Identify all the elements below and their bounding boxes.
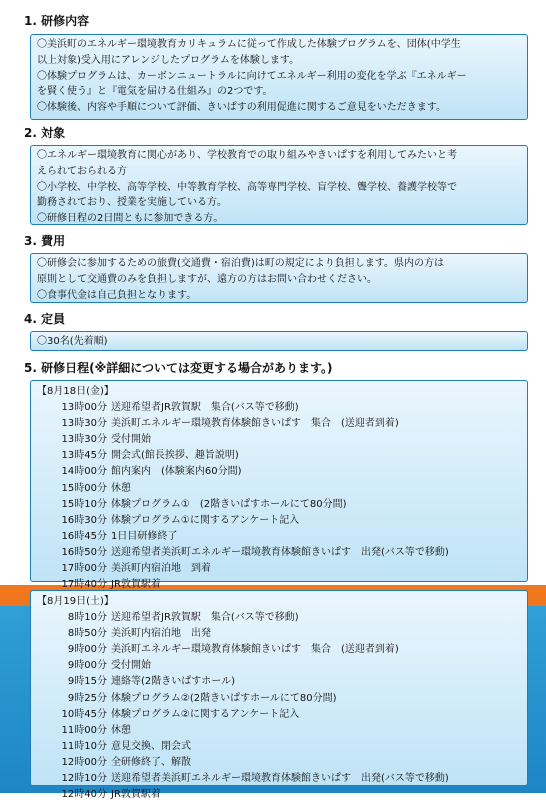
content-line: 〇美浜町のエネルギー環境教育カリキュラムに従って作成した体験プログラムを、団体(中学生 bbox=[37, 39, 461, 50]
section-heading-target: 2. 対象 bbox=[24, 126, 66, 140]
schedule-day-label: 【8月19日(土)】 bbox=[37, 596, 114, 607]
schedule-row bbox=[37, 561, 521, 577]
schedule-time: 16時30分 bbox=[61, 514, 107, 526]
section-heading-schedule: 5. 研修日程(※詳細については変更する場合があります。) bbox=[24, 361, 333, 375]
schedule-row bbox=[37, 642, 521, 658]
schedule-time: 16時50分 bbox=[61, 546, 107, 558]
schedule-desc: 送迎希望者JR敦賀駅 集合(バス等で移動) bbox=[111, 612, 299, 624]
section-box-content bbox=[30, 34, 528, 120]
schedule-desc: 美浜町エネルギー環境教育体験館きいぱす 集合 (送迎者到着) bbox=[111, 644, 399, 656]
cost-line: 原則として交通費のみを負担しますが、遠方の方はお問い合わせください。 bbox=[37, 273, 377, 285]
schedule-row bbox=[37, 739, 521, 755]
content-line: を賢く使う』と『電気を届ける仕組み』の2つです。 bbox=[37, 86, 273, 98]
schedule-desc: 受付開始 bbox=[111, 434, 151, 446]
cost-line: 〇食事代金は自己負担となります。 bbox=[37, 289, 197, 301]
schedule-row bbox=[37, 481, 521, 497]
schedule-desc: 送迎希望者美浜町エネルギー環境教育体験館きいぱす 出発(バス等で移動) bbox=[111, 546, 449, 558]
schedule-time: 16時45分 bbox=[61, 530, 107, 542]
schedule-time: 14時00分 bbox=[61, 466, 107, 478]
cost-line: 〇研修会に参加するための旅費(交通費・宿泊費)は町の規定により負担します。県内の方は bbox=[37, 258, 445, 269]
schedule-desc: 体験プログラム①に関するアンケート記入 bbox=[111, 514, 300, 526]
schedule-time: 15時10分 bbox=[61, 498, 107, 510]
section-box-capacity bbox=[30, 331, 528, 351]
schedule-row bbox=[37, 610, 521, 626]
schedule-row bbox=[37, 529, 521, 545]
schedule-time: 10時45分 bbox=[61, 708, 107, 720]
schedule-time: 12時00分 bbox=[61, 756, 107, 768]
schedule-desc: 受付開始 bbox=[111, 660, 151, 672]
schedule-desc: 体験プログラム②(2階きいぱすホールにて80分間) bbox=[111, 692, 337, 704]
content-line: 以上対象)受入用にアレンジしたプログラムを体験します。 bbox=[37, 54, 300, 66]
schedule-row bbox=[37, 545, 521, 561]
schedule-day-label: 【8月18日(金)】 bbox=[37, 386, 114, 397]
schedule-row bbox=[37, 658, 521, 674]
schedule-desc: 休憩 bbox=[111, 482, 131, 494]
schedule-time: 17時40分 bbox=[61, 579, 107, 591]
schedule-row bbox=[37, 432, 521, 448]
schedule-row bbox=[37, 400, 521, 416]
schedule-row bbox=[37, 464, 521, 480]
schedule-time: 9時15分 bbox=[67, 676, 107, 688]
schedule-row bbox=[37, 626, 521, 642]
schedule-time: 8時50分 bbox=[67, 628, 107, 640]
schedule-desc: 館内案内 (体験案内60分間) bbox=[111, 466, 242, 478]
target-line: 〇エネルギー環境教育に関心があり、学校教育での取り組みやきいぱすを利用してみたいと考 bbox=[37, 150, 457, 161]
schedule-desc: 連絡等(2階きいぱすホール) bbox=[111, 676, 235, 688]
schedule-time: 9時00分 bbox=[67, 644, 107, 656]
schedule-row bbox=[37, 771, 521, 787]
schedule-desc: 休憩 bbox=[111, 724, 131, 736]
capacity-line: 〇30名(先着順) bbox=[37, 336, 108, 347]
section-heading-content: 1. 研修内容 bbox=[24, 14, 90, 28]
schedule-row bbox=[37, 416, 521, 432]
content-line: 〇体験プログラムは、カーボンニュートラルに向けてエネルギー利用の変化を学ぶ『エネルギー bbox=[37, 70, 467, 82]
target-line: 勤務されており、授業を実施している方。 bbox=[37, 197, 227, 209]
content-line: 〇体験後、内容や手順について評価、きいぱすの利用促進に関するご意見をいただきます。 bbox=[37, 102, 446, 114]
schedule-time: 12時40分 bbox=[61, 789, 107, 801]
schedule-desc: 美浜町内宿泊地 出発 bbox=[111, 628, 211, 640]
schedule-row bbox=[37, 755, 521, 771]
section-heading-capacity: 4. 定員 bbox=[24, 312, 66, 326]
schedule-time: 17時00分 bbox=[61, 563, 107, 575]
schedule-time: 13時45分 bbox=[61, 450, 107, 462]
schedule-desc: JR敦賀駅着 bbox=[111, 789, 161, 801]
target-line: えられておられる方 bbox=[37, 165, 127, 177]
schedule-desc: 体験プログラム① (2階きいぱすホールにて80分間) bbox=[111, 498, 347, 510]
schedule-desc: 開会式(館長挨拶、趣旨説明) bbox=[111, 450, 239, 462]
schedule-desc: 全研修終了、解散 bbox=[111, 756, 191, 768]
schedule-time: 12時10分 bbox=[61, 773, 107, 785]
schedule-time: 11時00分 bbox=[61, 724, 107, 736]
schedule-time: 11時10分 bbox=[61, 740, 107, 752]
section-heading-cost: 3. 費用 bbox=[24, 234, 66, 248]
schedule-row bbox=[37, 707, 521, 723]
schedule-row bbox=[37, 448, 521, 464]
schedule-desc: 意見交換、閉会式 bbox=[111, 740, 191, 752]
schedule-row bbox=[37, 691, 521, 707]
schedule-day1-box bbox=[30, 380, 528, 591]
schedule-desc: 美浜町内宿泊地 到着 bbox=[111, 563, 211, 575]
schedule-time: 8時10分 bbox=[67, 612, 107, 624]
schedule-time: 9時25分 bbox=[67, 692, 107, 704]
schedule-row bbox=[37, 674, 521, 690]
schedule-desc: 美浜町エネルギー環境教育体験館きいぱす 集合 (送迎者到着) bbox=[111, 418, 399, 430]
target-line: 〇小学校、中学校、高等学校、中等教育学校、高等専門学校、盲学校、聾学校、養護学校等で bbox=[37, 181, 457, 193]
schedule-desc: 送迎希望者JR敦賀駅 集合(バス等で移動) bbox=[111, 402, 299, 414]
schedule-time: 13時30分 bbox=[61, 418, 107, 430]
schedule-day2-box bbox=[30, 590, 528, 801]
schedule-time: 9時00分 bbox=[67, 660, 107, 672]
schedule-desc: 1日目研修終了 bbox=[111, 530, 178, 542]
schedule-row bbox=[37, 497, 521, 513]
schedule-row bbox=[37, 787, 521, 803]
section-box-target bbox=[30, 145, 528, 225]
schedule-desc: 送迎希望者美浜町エネルギー環境教育体験館きいぱす 出発(バス等で移動) bbox=[111, 773, 449, 785]
target-line: 〇研修日程の2日間ともに参加できる方。 bbox=[37, 213, 224, 225]
schedule-desc: JR敦賀駅着 bbox=[111, 579, 161, 591]
schedule-row bbox=[37, 723, 521, 739]
schedule-time: 13時30分 bbox=[61, 434, 107, 446]
schedule-desc: 体験プログラム②に関するアンケート記入 bbox=[111, 708, 300, 720]
schedule-time: 13時00分 bbox=[61, 402, 107, 414]
schedule-row bbox=[37, 513, 521, 529]
schedule-time: 15時00分 bbox=[61, 482, 107, 494]
section-box-cost bbox=[30, 253, 528, 303]
